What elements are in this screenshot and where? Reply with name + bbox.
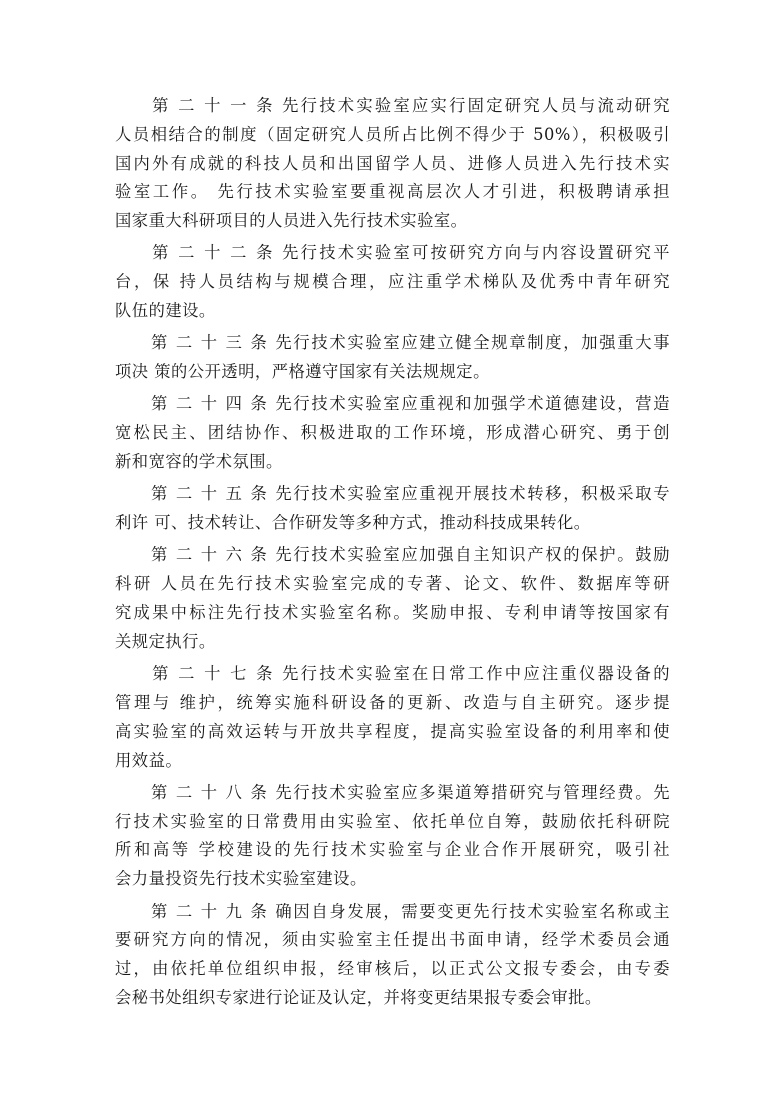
- paragraph-line: 宽松民主、团结协作、积极进取的工作环境，形成潜心研究、勇于创: [115, 423, 670, 443]
- paragraph-line: 第 二 十 九 条 确因自身发展，需要变更先行技术实验室名称或主: [115, 901, 670, 921]
- paragraph-line: 科研 人员在先行技术实验室完成的专著、论文、软件、数据库等研: [115, 574, 670, 594]
- paragraph-line: 国内外有成就的科技人员和出国留学人员、进修人员进入先行技术实: [115, 153, 670, 173]
- paragraph-line: 第 二 十 六 条 先行技术实验室应加强自主知识产权的保护。鼓励: [115, 545, 670, 565]
- paragraph-line: 管理与 维护，统筹实施科研设备的更新、改造与自主研究。逐步提: [115, 692, 670, 712]
- paragraph-line: 高实验室的高效运转与开放共享程度，提高实验室设备的利用率和使: [115, 721, 670, 741]
- paragraph-line: 台，保 持人员结构与规模合理，应注重学术梯队及优秀中青年研究: [115, 272, 670, 292]
- paragraph-line: 新和宽容的学术氛围。: [115, 452, 283, 472]
- paragraph-line: 验室工作。 先行技术实验室要重视高层次人才引进，积极聘请承担: [115, 182, 670, 202]
- article-paragraph: [115, 480, 670, 538]
- paragraph-line: 第 二 十 八 条 先行技术实验室应多渠道筹措研究与管理经费。先: [115, 782, 670, 802]
- paragraph-line: 用效益。: [115, 750, 183, 770]
- document-body: [115, 92, 670, 1016]
- paragraph-line: 所和高等 学校建设的先行技术实验室与企业合作开展研究，吸引社: [115, 840, 670, 860]
- article-paragraph: [115, 92, 670, 236]
- paragraph-line: 会力量投资先行技术实验室建设。: [115, 869, 367, 889]
- paragraph-line: 利许 可、技术转让、合作研发等多种方式，推动科技成果转化。: [115, 513, 591, 533]
- paragraph-line: 第 二 十 三 条 先行技术实验室应建立健全规章制度，加强重大事: [115, 333, 670, 353]
- paragraph-line: 过，由依托单位组织申报，经审核后，以正式公文报专委会，由专委: [115, 959, 670, 979]
- paragraph-line: 第 二 十 二 条 先行技术实验室可按研究方向与内容设置研究平: [115, 243, 670, 263]
- paragraph-line: 会秘书处组织专家进行论证及认定，并将变更结果报专委会审批。: [115, 987, 602, 1007]
- article-paragraph: [115, 239, 670, 325]
- paragraph-line: 队伍的建设。: [115, 301, 216, 321]
- paragraph-line: 行技术实验室的日常费用由实验室、依托单位自筹，鼓励依托科研院: [115, 811, 670, 831]
- article-paragraph: [115, 779, 670, 894]
- article-paragraph: [115, 660, 670, 775]
- paragraph-line: 第 二 十 一 条 先行技术实验室应实行固定研究人员与流动研究: [115, 96, 670, 115]
- article-paragraph: [115, 390, 670, 476]
- article-paragraph: [115, 329, 670, 387]
- paragraph-line: 第 二 十 五 条 先行技术实验室应重视开展技术转移，积极采取专: [115, 484, 670, 504]
- paragraph-line: 第 二 十 四 条 先行技术实验室应重视和加强学术道德建设，营造: [115, 394, 670, 414]
- article-paragraph: [115, 898, 670, 1013]
- paragraph-line: 第 二 十 七 条 先行技术实验室在日常工作中应注重仪器设备的: [115, 664, 670, 684]
- paragraph-line: 国家重大科研项目的人员进入先行技术实验室。: [115, 211, 468, 231]
- paragraph-line: 关规定执行。: [115, 631, 216, 651]
- paragraph-line: 项决 策的公开透明，严格遵守国家有关法规规定。: [115, 362, 490, 382]
- paragraph-line: 人员相结合的制度（固定研究人员所占比例不得少于 50%），积极吸引: [115, 124, 670, 144]
- paragraph-line: 究成果中标注先行技术实验室名称。奖励申报、专利申请等按国家有: [115, 603, 670, 623]
- article-paragraph: [115, 541, 670, 656]
- paragraph-line: 要研究方向的情况，须由实验室主任提出书面申请，经学术委员会通: [115, 930, 670, 950]
